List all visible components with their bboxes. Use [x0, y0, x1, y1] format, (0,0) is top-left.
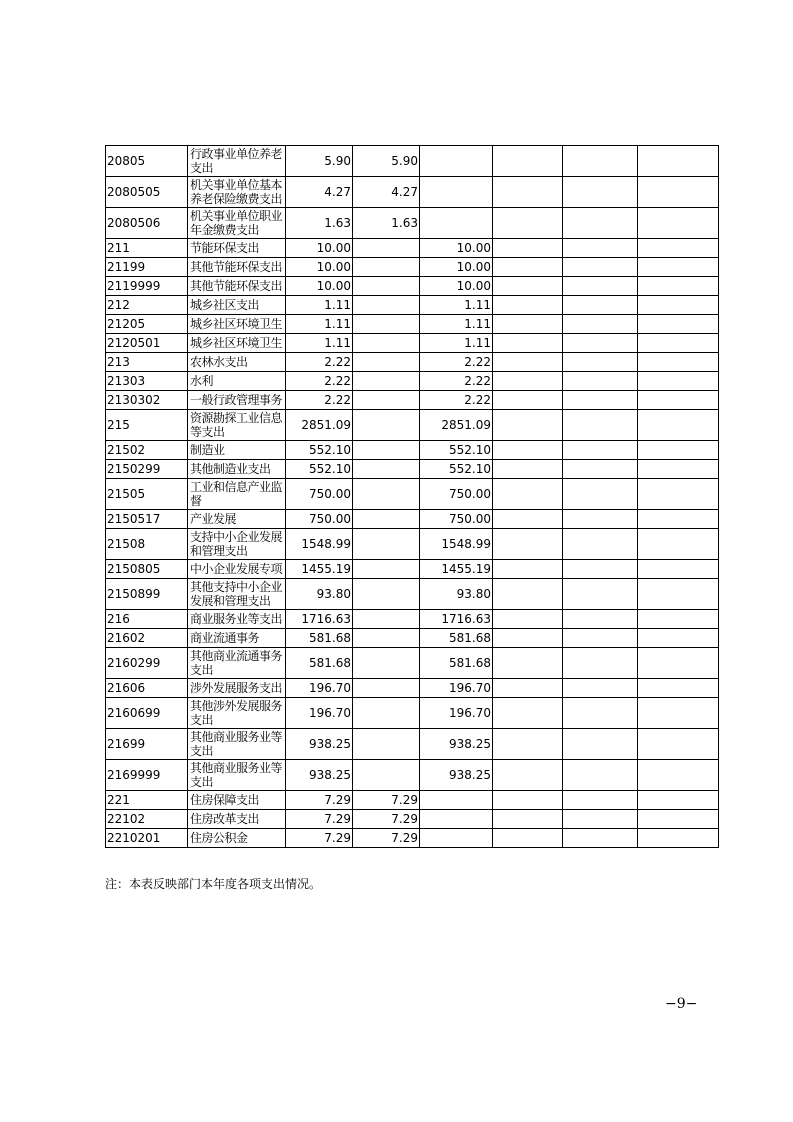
- cell-empty: [493, 729, 563, 760]
- cell-project: 1455.19: [420, 560, 493, 579]
- cell-empty: [563, 460, 638, 479]
- cell-code: 21606: [106, 679, 188, 698]
- cell-empty: [638, 510, 719, 529]
- cell-empty: [563, 296, 638, 315]
- cell-total: 2851.09: [286, 410, 353, 441]
- cell-basic: 1.63: [353, 208, 420, 239]
- table-body: [106, 146, 719, 848]
- cell-empty: [563, 510, 638, 529]
- cell-code: 213: [106, 353, 188, 372]
- cell-empty: [638, 679, 719, 698]
- cell-empty: [638, 760, 719, 791]
- table-row: [106, 810, 719, 829]
- cell-project: 938.25: [420, 760, 493, 791]
- cell-name: 其他涉外发展服务支出: [188, 698, 286, 729]
- cell-empty: [563, 729, 638, 760]
- table-row: [106, 829, 719, 848]
- cell-name: 其他制造业支出: [188, 460, 286, 479]
- cell-total: 1548.99: [286, 529, 353, 560]
- cell-basic: [353, 258, 420, 277]
- cell-code: 21699: [106, 729, 188, 760]
- cell-basic: 5.90: [353, 146, 420, 177]
- cell-basic: 7.29: [353, 829, 420, 848]
- cell-code: 21505: [106, 479, 188, 510]
- cell-total: 10.00: [286, 258, 353, 277]
- table-row: [106, 679, 719, 698]
- cell-name: 城乡社区环境卫生: [188, 334, 286, 353]
- cell-project: 581.68: [420, 629, 493, 648]
- cell-empty: [563, 277, 638, 296]
- cell-empty: [638, 460, 719, 479]
- table-row: [106, 334, 719, 353]
- cell-empty: [493, 372, 563, 391]
- cell-project: 552.10: [420, 441, 493, 460]
- cell-project: 196.70: [420, 679, 493, 698]
- table-row: [106, 479, 719, 510]
- cell-basic: [353, 410, 420, 441]
- cell-empty: [563, 353, 638, 372]
- cell-empty: [563, 829, 638, 848]
- cell-name: 住房公积金: [188, 829, 286, 848]
- cell-project: [420, 208, 493, 239]
- cell-empty: [493, 479, 563, 510]
- cell-name: 农林水支出: [188, 353, 286, 372]
- cell-empty: [493, 441, 563, 460]
- cell-code: 2210201: [106, 829, 188, 848]
- cell-total: 1716.63: [286, 610, 353, 629]
- cell-name: 其他商业服务业等支出: [188, 729, 286, 760]
- cell-basic: [353, 679, 420, 698]
- cell-empty: [638, 441, 719, 460]
- cell-empty: [493, 629, 563, 648]
- cell-project: 750.00: [420, 510, 493, 529]
- cell-total: 2.22: [286, 391, 353, 410]
- cell-total: 196.70: [286, 698, 353, 729]
- cell-empty: [493, 315, 563, 334]
- cell-total: 1.11: [286, 334, 353, 353]
- cell-empty: [493, 560, 563, 579]
- cell-name: 城乡社区支出: [188, 296, 286, 315]
- table-row: [106, 177, 719, 208]
- cell-empty: [563, 479, 638, 510]
- cell-code: 2150805: [106, 560, 188, 579]
- cell-code: 212: [106, 296, 188, 315]
- cell-empty: [563, 579, 638, 610]
- cell-basic: [353, 698, 420, 729]
- cell-code: 2150899: [106, 579, 188, 610]
- cell-total: 7.29: [286, 810, 353, 829]
- table-note: 注：本表反映部门本年度各项支出情况。: [105, 877, 322, 891]
- cell-basic: [353, 460, 420, 479]
- cell-basic: [353, 760, 420, 791]
- cell-project: 750.00: [420, 479, 493, 510]
- cell-name: 制造业: [188, 441, 286, 460]
- cell-basic: [353, 610, 420, 629]
- cell-project: 2851.09: [420, 410, 493, 441]
- cell-name: 一般行政管理事务: [188, 391, 286, 410]
- cell-project: 196.70: [420, 698, 493, 729]
- cell-empty: [638, 177, 719, 208]
- cell-empty: [563, 760, 638, 791]
- cell-empty: [563, 441, 638, 460]
- cell-empty: [638, 296, 719, 315]
- cell-name: 商业服务业等支出: [188, 610, 286, 629]
- cell-empty: [638, 334, 719, 353]
- cell-project: 10.00: [420, 258, 493, 277]
- cell-empty: [493, 648, 563, 679]
- table-row: [106, 791, 719, 810]
- cell-empty: [493, 698, 563, 729]
- table-row: [106, 258, 719, 277]
- cell-empty: [638, 729, 719, 760]
- cell-name: 节能环保支出: [188, 239, 286, 258]
- cell-basic: [353, 510, 420, 529]
- table-row: [106, 410, 719, 441]
- cell-project: 1.11: [420, 334, 493, 353]
- cell-empty: [493, 610, 563, 629]
- table-row: [106, 510, 719, 529]
- table-row: [106, 460, 719, 479]
- cell-empty: [563, 315, 638, 334]
- cell-total: 1.63: [286, 208, 353, 239]
- cell-empty: [563, 372, 638, 391]
- cell-code: 2150517: [106, 510, 188, 529]
- cell-empty: [493, 296, 563, 315]
- cell-empty: [493, 410, 563, 441]
- cell-total: 7.29: [286, 791, 353, 810]
- cell-code: 2160299: [106, 648, 188, 679]
- cell-basic: 7.29: [353, 791, 420, 810]
- cell-empty: [638, 529, 719, 560]
- cell-project: 2.22: [420, 391, 493, 410]
- cell-name: 住房保障支出: [188, 791, 286, 810]
- cell-empty: [563, 239, 638, 258]
- cell-basic: [353, 560, 420, 579]
- cell-empty: [493, 460, 563, 479]
- cell-project: 1.11: [420, 315, 493, 334]
- cell-empty: [563, 810, 638, 829]
- cell-basic: [353, 334, 420, 353]
- cell-project: 10.00: [420, 277, 493, 296]
- cell-project: 2.22: [420, 372, 493, 391]
- cell-total: 10.00: [286, 277, 353, 296]
- cell-name: 机关事业单位职业年金缴费支出: [188, 208, 286, 239]
- table-row: [106, 579, 719, 610]
- cell-empty: [638, 258, 719, 277]
- table-row: [106, 760, 719, 791]
- cell-project: 581.68: [420, 648, 493, 679]
- table-row: [106, 296, 719, 315]
- cell-empty: [638, 629, 719, 648]
- cell-code: 211: [106, 239, 188, 258]
- cell-basic: [353, 239, 420, 258]
- cell-basic: [353, 479, 420, 510]
- cell-empty: [638, 560, 719, 579]
- cell-basic: [353, 579, 420, 610]
- cell-basic: [353, 629, 420, 648]
- table-row: [106, 372, 719, 391]
- cell-total: 7.29: [286, 829, 353, 848]
- cell-empty: [493, 829, 563, 848]
- page-number: −9−: [665, 996, 698, 1012]
- cell-total: 196.70: [286, 679, 353, 698]
- table-row: [106, 208, 719, 239]
- cell-project: 1548.99: [420, 529, 493, 560]
- cell-code: 21205: [106, 315, 188, 334]
- cell-empty: [563, 334, 638, 353]
- cell-empty: [493, 177, 563, 208]
- cell-empty: [563, 648, 638, 679]
- cell-empty: [563, 258, 638, 277]
- cell-name: 其他节能环保支出: [188, 258, 286, 277]
- cell-name: 资源勘探工业信息等支出: [188, 410, 286, 441]
- cell-total: 1455.19: [286, 560, 353, 579]
- table-row: [106, 529, 719, 560]
- cell-total: 5.90: [286, 146, 353, 177]
- cell-total: 581.68: [286, 629, 353, 648]
- cell-empty: [638, 410, 719, 441]
- cell-code: 21303: [106, 372, 188, 391]
- cell-empty: [493, 239, 563, 258]
- cell-basic: [353, 391, 420, 410]
- cell-name: 水利: [188, 372, 286, 391]
- cell-empty: [493, 208, 563, 239]
- cell-total: 552.10: [286, 441, 353, 460]
- cell-code: 2080506: [106, 208, 188, 239]
- cell-basic: [353, 277, 420, 296]
- cell-name: 城乡社区环境卫生: [188, 315, 286, 334]
- cell-empty: [563, 698, 638, 729]
- table-row: [106, 648, 719, 679]
- cell-name: 涉外发展服务支出: [188, 679, 286, 698]
- cell-code: 215: [106, 410, 188, 441]
- cell-code: 221: [106, 791, 188, 810]
- cell-project: 552.10: [420, 460, 493, 479]
- cell-empty: [638, 791, 719, 810]
- cell-total: 93.80: [286, 579, 353, 610]
- cell-project: 938.25: [420, 729, 493, 760]
- cell-empty: [563, 177, 638, 208]
- table-row: [106, 239, 719, 258]
- table-row: [106, 698, 719, 729]
- table-row: [106, 441, 719, 460]
- cell-empty: [638, 610, 719, 629]
- cell-empty: [638, 479, 719, 510]
- table-row: [106, 353, 719, 372]
- cell-name: 行政事业单位养老支出: [188, 146, 286, 177]
- table-row: [106, 629, 719, 648]
- cell-empty: [638, 353, 719, 372]
- cell-empty: [638, 391, 719, 410]
- cell-name: 工业和信息产业监督: [188, 479, 286, 510]
- cell-name: 其他支持中小企业发展和管理支出: [188, 579, 286, 610]
- cell-name: 商业流通事务: [188, 629, 286, 648]
- cell-basic: [353, 529, 420, 560]
- cell-empty: [638, 146, 719, 177]
- cell-total: 750.00: [286, 510, 353, 529]
- cell-empty: [493, 334, 563, 353]
- cell-empty: [493, 277, 563, 296]
- table-row: [106, 277, 719, 296]
- cell-total: 938.25: [286, 729, 353, 760]
- table-row: [106, 391, 719, 410]
- cell-code: 2150299: [106, 460, 188, 479]
- expenditure-table: [105, 145, 719, 848]
- cell-empty: [493, 760, 563, 791]
- cell-empty: [563, 391, 638, 410]
- cell-project: [420, 146, 493, 177]
- cell-basic: [353, 729, 420, 760]
- cell-total: 2.22: [286, 372, 353, 391]
- cell-empty: [638, 315, 719, 334]
- cell-name: 产业发展: [188, 510, 286, 529]
- cell-empty: [493, 391, 563, 410]
- table-row: [106, 610, 719, 629]
- cell-name: 住房改革支出: [188, 810, 286, 829]
- cell-total: 10.00: [286, 239, 353, 258]
- cell-empty: [563, 208, 638, 239]
- cell-empty: [638, 579, 719, 610]
- cell-name: 其他商业服务业等支出: [188, 760, 286, 791]
- cell-empty: [563, 146, 638, 177]
- cell-empty: [638, 829, 719, 848]
- cell-code: 20805: [106, 146, 188, 177]
- cell-empty: [493, 353, 563, 372]
- cell-empty: [638, 277, 719, 296]
- cell-total: 4.27: [286, 177, 353, 208]
- table-row: [106, 729, 719, 760]
- cell-project: [420, 177, 493, 208]
- cell-empty: [493, 791, 563, 810]
- cell-code: 21602: [106, 629, 188, 648]
- cell-code: 2160699: [106, 698, 188, 729]
- cell-empty: [638, 372, 719, 391]
- cell-total: 552.10: [286, 460, 353, 479]
- cell-project: 1.11: [420, 296, 493, 315]
- cell-project: 93.80: [420, 579, 493, 610]
- cell-total: 1.11: [286, 315, 353, 334]
- cell-basic: [353, 648, 420, 679]
- cell-empty: [493, 510, 563, 529]
- cell-empty: [563, 410, 638, 441]
- cell-empty: [563, 679, 638, 698]
- cell-basic: [353, 353, 420, 372]
- cell-empty: [493, 579, 563, 610]
- cell-name: 中小企业发展专项: [188, 560, 286, 579]
- cell-empty: [638, 208, 719, 239]
- cell-basic: 4.27: [353, 177, 420, 208]
- table-row: [106, 146, 719, 177]
- cell-total: 750.00: [286, 479, 353, 510]
- cell-empty: [563, 610, 638, 629]
- cell-empty: [563, 629, 638, 648]
- cell-code: 216: [106, 610, 188, 629]
- cell-empty: [638, 648, 719, 679]
- cell-code: 21502: [106, 441, 188, 460]
- cell-code: 2119999: [106, 277, 188, 296]
- cell-total: 581.68: [286, 648, 353, 679]
- cell-empty: [563, 791, 638, 810]
- cell-project: [420, 829, 493, 848]
- cell-basic: [353, 296, 420, 315]
- cell-code: 21508: [106, 529, 188, 560]
- cell-name: 其他节能环保支出: [188, 277, 286, 296]
- cell-name: 支持中小企业发展和管理支出: [188, 529, 286, 560]
- cell-empty: [493, 146, 563, 177]
- cell-total: 2.22: [286, 353, 353, 372]
- table-row: [106, 560, 719, 579]
- cell-basic: [353, 441, 420, 460]
- cell-project: [420, 791, 493, 810]
- cell-empty: [493, 258, 563, 277]
- cell-project: [420, 810, 493, 829]
- cell-code: 2169999: [106, 760, 188, 791]
- cell-code: 21199: [106, 258, 188, 277]
- cell-basic: [353, 372, 420, 391]
- cell-code: 2130302: [106, 391, 188, 410]
- cell-empty: [563, 560, 638, 579]
- cell-empty: [493, 810, 563, 829]
- cell-total: 938.25: [286, 760, 353, 791]
- cell-total: 1.11: [286, 296, 353, 315]
- cell-name: 其他商业流通事务支出: [188, 648, 286, 679]
- cell-code: 22102: [106, 810, 188, 829]
- cell-code: 2080505: [106, 177, 188, 208]
- cell-empty: [493, 529, 563, 560]
- cell-empty: [493, 679, 563, 698]
- table-row: [106, 315, 719, 334]
- cell-empty: [638, 239, 719, 258]
- cell-project: 2.22: [420, 353, 493, 372]
- cell-empty: [638, 698, 719, 729]
- cell-project: 1716.63: [420, 610, 493, 629]
- cell-basic: 7.29: [353, 810, 420, 829]
- cell-name: 机关事业单位基本养老保险缴费支出: [188, 177, 286, 208]
- cell-empty: [563, 529, 638, 560]
- cell-code: 2120501: [106, 334, 188, 353]
- cell-empty: [638, 810, 719, 829]
- cell-basic: [353, 315, 420, 334]
- cell-project: 10.00: [420, 239, 493, 258]
